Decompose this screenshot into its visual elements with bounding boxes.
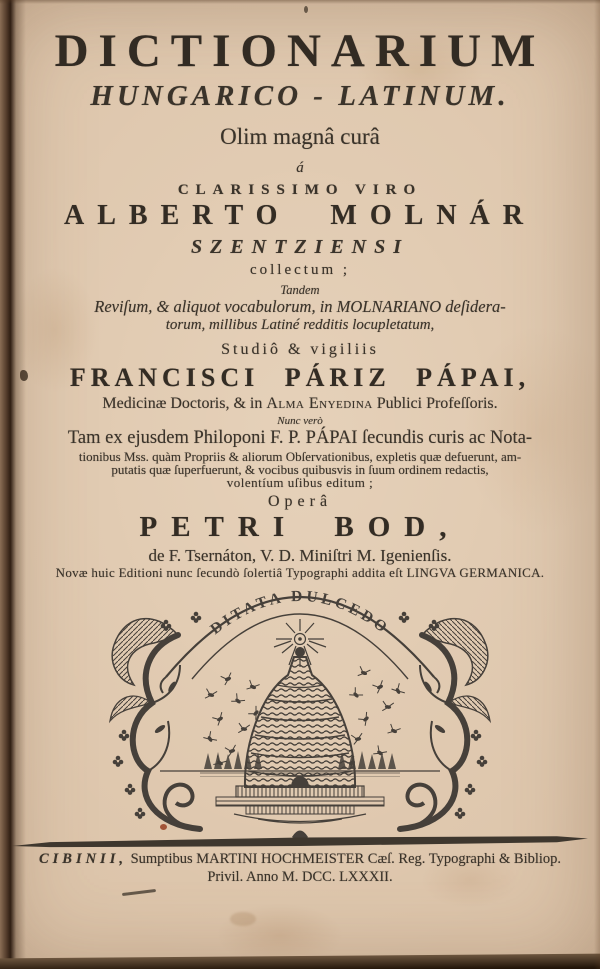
foliage-scroll-icon xyxy=(110,612,201,829)
notation-line-1: Tam ex ejusdem Philoponi F. P. PÁPAI ſecundis curis ac Nota- xyxy=(67,428,533,448)
swelled-rule-divider xyxy=(12,833,588,850)
book-bottom-edge xyxy=(0,954,600,969)
imprint-year-line: Privil. Anno M. DCC. LXXXII. xyxy=(207,869,393,885)
publisher-name: PETRI BOD, xyxy=(139,511,461,543)
nunc-vero-line: Nunc verò xyxy=(277,415,323,427)
printer-emblem xyxy=(108,587,492,843)
paper-blotch xyxy=(230,912,256,926)
page-top-shadow xyxy=(0,0,600,4)
particle-a: á xyxy=(296,160,304,176)
imprint-publisher: Sumptibus MARTINI HOCHMEISTER Cæſ. Reg. Typographi & Bibliop. xyxy=(126,851,562,867)
notation-line-3: putatis quæ ſuperfuerunt, & vocibus quibusvis in ſuum ordinem redactis, xyxy=(111,462,489,477)
page-subtitle: HUNGARICO - LATINUM. xyxy=(90,80,510,112)
foliage-scroll-icon-right xyxy=(399,612,490,829)
opera-line: Operâ xyxy=(267,493,333,510)
editor-name: FRANCISCI PÁRIZ PÁPAI, xyxy=(69,363,531,392)
notation-line-2: tionibus Mss. quàm Propriis & aliorum Obſervationibus, expletis quæ defuerunt, am- xyxy=(78,449,522,464)
notation-line-4: volentíum uſibus editum ; xyxy=(226,475,374,490)
page-title: DICTIONARIUM xyxy=(54,25,546,77)
clarissimo-line: CLARISSIMO VIRO xyxy=(177,182,423,198)
alma-enyedina: Alma Enyedina xyxy=(266,395,373,412)
imprint-line xyxy=(0,851,600,868)
author-name: ALBERTO MOLNÁR xyxy=(64,200,536,231)
publisher-title: de F. Tsernáton, V. D. Miniſtri M. Igenienſis. xyxy=(148,546,452,565)
page-right-shadow xyxy=(594,0,600,969)
top-mark xyxy=(304,6,308,13)
collectum-line: collectum ; xyxy=(249,262,351,278)
ink-dash-mark xyxy=(122,889,156,896)
emblem-motto: DITATA DULCEDO xyxy=(207,587,393,638)
imprint-city: CIBINII, xyxy=(38,851,127,867)
author-epithet: SZENTZIENSI xyxy=(190,236,410,258)
editor-credentials-post: Publici Profeſſoris. xyxy=(372,395,498,412)
beehive-icon xyxy=(245,647,355,787)
revision-line-1: Reviſum, & aliquot vocabulorum, in MOLNARIANO deſidera- xyxy=(94,297,506,316)
revision-line-2: torum, millibus Latiné redditis locupletatum, xyxy=(165,317,435,333)
edition-note: Novæ huic Editioni nunc ſecundò ſolertiâ Typographi addita eſt LINGVA GERMANICA. xyxy=(55,565,545,580)
editor-credentials xyxy=(0,395,600,413)
binding-gutter-edge xyxy=(0,0,26,969)
rust-stain xyxy=(160,824,167,830)
editor-credentials-pre: Medicinæ Doctoris, & in xyxy=(102,395,267,412)
tandem-line: Tandem xyxy=(280,283,320,297)
olim-line: Olim magnâ curâ xyxy=(220,124,380,149)
studio-line: Studiô & vigiliis xyxy=(221,341,379,358)
